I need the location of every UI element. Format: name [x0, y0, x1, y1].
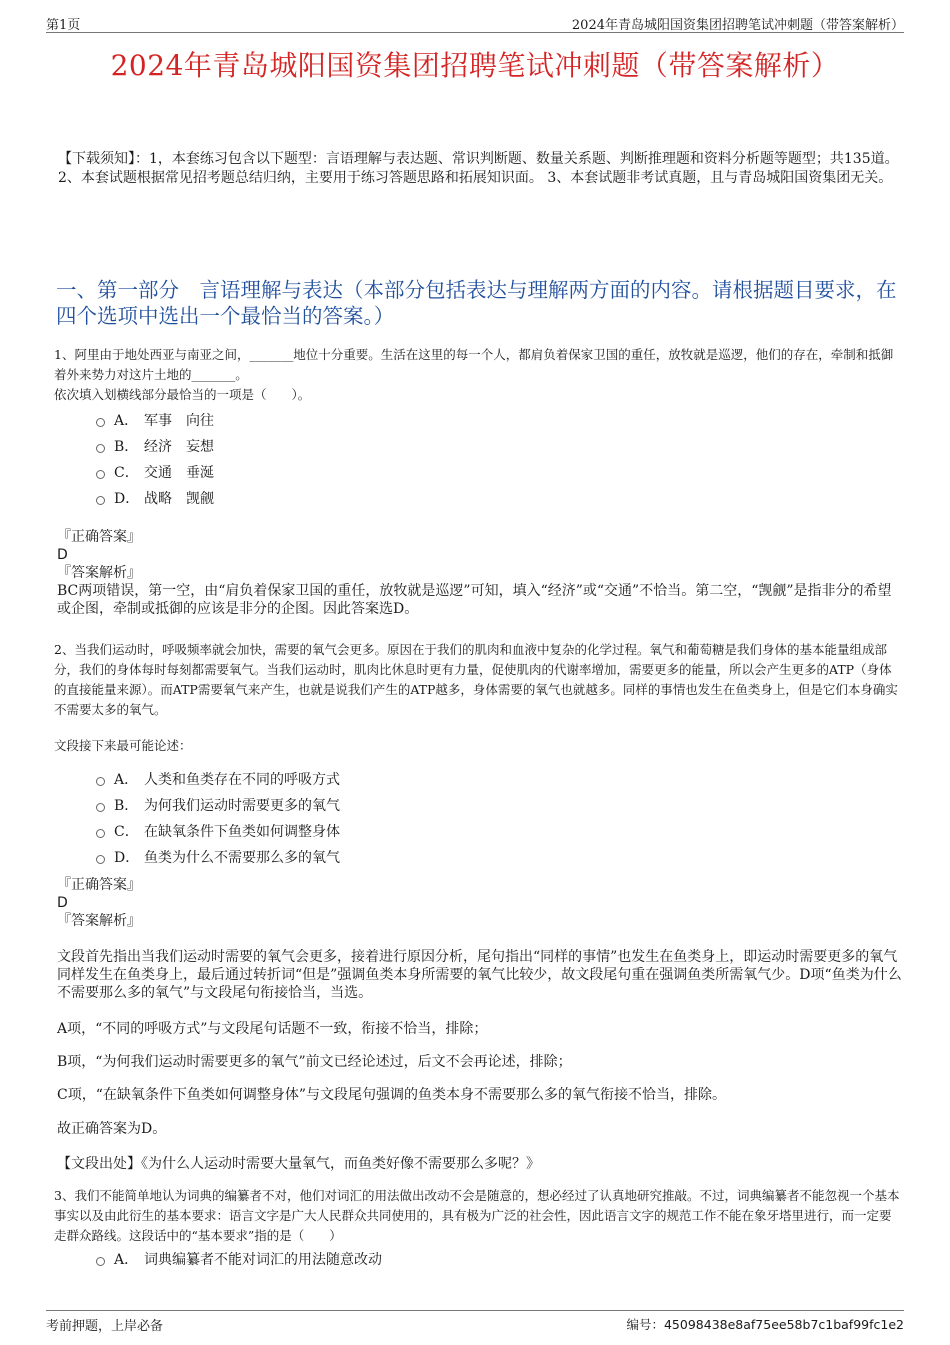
answer-label: 『正确答案』 — [57, 529, 141, 545]
question-3 — [54, 1186, 900, 1246]
question-3-stem: 3、我们不能简单地认为词典的编纂者不对，他们对词汇的用法做出改动不会是随意的，想必经过了认真地研究推敲。不过，词典编纂者不能忽视一个基本事实以及由此衍生的基本要求：语言文字是广大人民群众共同使用的，具有极为广泛的社会性，因此语言文字的规范工作不能在象牙塔里进行，而一定要走群众路线。这段话中的“基本要求”指的是（ ） — [54, 1188, 900, 1243]
footer-doc-id: 编号：45098438e8af75ee58b7c1baf99fc1e2 — [626, 1317, 904, 1332]
question-2-option-b[interactable]: B． 为何我们运动时需要更多的氧气 — [96, 792, 796, 818]
radio-icon[interactable] — [96, 496, 105, 505]
question-1-option-d[interactable]: D． 战略 觊觎 — [96, 485, 796, 511]
radio-icon[interactable] — [96, 1257, 105, 1266]
question-2-analysis-main: 文段首先指出当我们运动时需要的氧气会更多，接着进行原因分析，尾句指出“同样的事情”也发生在鱼类身上，即运动时需要更多的氧气同样发生在鱼类身上，最后通过转折词“但是”强调鱼类本身所需要的氧气比较少，故文段尾句重在强调鱼类所需氧气少。D项“鱼类为什么不需要那么多的氧气”与文段尾句衔接恰当，当选。 — [57, 949, 902, 1001]
question-2-prompt: 文段接下来最可能论述： — [54, 738, 192, 753]
question-2-stem: 2、当我们运动时，呼吸频率就会加快，需要的氧气会更多。原因在于我们的肌肉和血液中复杂的化学过程。氧气和葡萄糖是我们身体的基本能量组成部分，我们的身体每时每刻都需要氧气。当我们运动时，肌肉比休息时更有力量，促使肌肉的代谢率增加，需要更多的能量，所以会产生更多的ATP（身体的直接能量来源）。而ATP需要氧气来产生，也就是说我们产生的ATP越多，身体需要的氧气也就越多。同样的事情也发生在鱼类身上，但是它们本身确实不需要太多的氧气。 — [54, 642, 898, 717]
question-3-option-a[interactable]: A． 词典编纂者不能对词汇的用法随意改动 — [96, 1246, 796, 1272]
page-header — [46, 12, 904, 33]
question-1-option-c[interactable]: C． 交通 垂涎 — [96, 459, 796, 485]
footer-slogan: 考前押题，上岸必备 — [46, 1319, 164, 1334]
correct-answer: D — [57, 895, 68, 911]
document-title: 2024年青岛城阳国资集团招聘笔试冲刺题（带答案解析） — [110, 49, 840, 82]
question-1-options — [96, 407, 796, 511]
question-2-options — [96, 766, 796, 870]
question-1-stem: 1、阿里由于地处西亚与南亚之间，_______地位十分重要。生活在这里的每一个人，都肩负着保家卫国的重任，放牧就是巡逻，他们的存在，牵制和抵御着外来势力对这片土地的_______。 — [54, 347, 894, 382]
question-2-analysis-b: B项，“为何我们运动时需要更多的氧气”前文已经论述过，后文不会再论述，排除； — [57, 1054, 572, 1070]
answer-label: 『正确答案』 — [57, 877, 141, 893]
radio-icon[interactable] — [96, 444, 105, 453]
question-2-conclusion: 故正确答案为D。 — [57, 1121, 167, 1137]
analysis-label: 『答案解析』 — [57, 913, 141, 929]
question-2-option-d[interactable]: D． 鱼类为什么不需要那么多的氧气 — [96, 844, 796, 870]
download-notice: 【下载须知】：1，本套练习包含以下题型：言语理解与表达题、常识判断题、数量关系题、判断推理题和资料分析题等题型；共135道。 2、本套试题根据常见招考题总结归纳，主要用于练习答题思路和拓展知识面。 3、本套试题非考试真题，且与青岛城阳国资集团无关。 — [58, 151, 899, 186]
radio-icon[interactable] — [96, 855, 105, 864]
question-1-answer-block — [57, 528, 903, 618]
question-1-prompt: 依次填入划横线部分最恰当的一项是（ ）。 — [54, 387, 311, 402]
page-number: 第1页 — [46, 18, 81, 33]
question-1 — [54, 345, 900, 405]
question-3-options — [96, 1246, 796, 1272]
analysis-text: BC两项错误，第一空，由“肩负着保家卫国的重任，放牧就是巡逻”可知，填入“经济”或“交通”不恰当。第二空，“觊觎”是指非分的希望或企图，牵制或抵御的应该是非分的企图。因此答案选D。 — [57, 583, 892, 617]
question-2-analysis-c: C项，“在缺氧条件下鱼类如何调整身体”与文段尾句强调的鱼类本身不需要那么多的氧气衔接不恰当，排除。 — [57, 1087, 727, 1103]
correct-answer: D — [57, 547, 68, 563]
question-2-answer-block — [57, 876, 903, 930]
analysis-label: 『答案解析』 — [57, 565, 141, 581]
question-1-option-b[interactable]: B． 经济 妄想 — [96, 433, 796, 459]
radio-icon[interactable] — [96, 777, 105, 786]
question-2-source: 【文段出处】《为什么人运动时需要大量氧气，而鱼类好像不需要那么多呢？》 — [57, 1156, 540, 1172]
radio-icon[interactable] — [96, 418, 105, 427]
page-footer — [46, 1310, 904, 1333]
header-doc-title: 2024年青岛城阳国资集团招聘笔试冲刺题（带答案解析） — [571, 18, 904, 33]
question-2-option-a[interactable]: A． 人类和鱼类存在不同的呼吸方式 — [96, 766, 796, 792]
question-2 — [54, 640, 900, 756]
radio-icon[interactable] — [96, 803, 105, 812]
radio-icon[interactable] — [96, 470, 105, 479]
question-1-option-a[interactable]: A． 军事 向往 — [96, 407, 796, 433]
section-heading: 一、第一部分 言语理解与表达（本部分包括表达与理解两方面的内容。请根据题目要求，在四个选项中选出一个最恰当的答案。） — [56, 278, 897, 328]
question-2-analysis-a: A项，“不同的呼吸方式”与文段尾句话题不一致，衔接不恰当，排除； — [57, 1021, 488, 1037]
question-2-option-c[interactable]: C． 在缺氧条件下鱼类如何调整身体 — [96, 818, 796, 844]
radio-icon[interactable] — [96, 829, 105, 838]
